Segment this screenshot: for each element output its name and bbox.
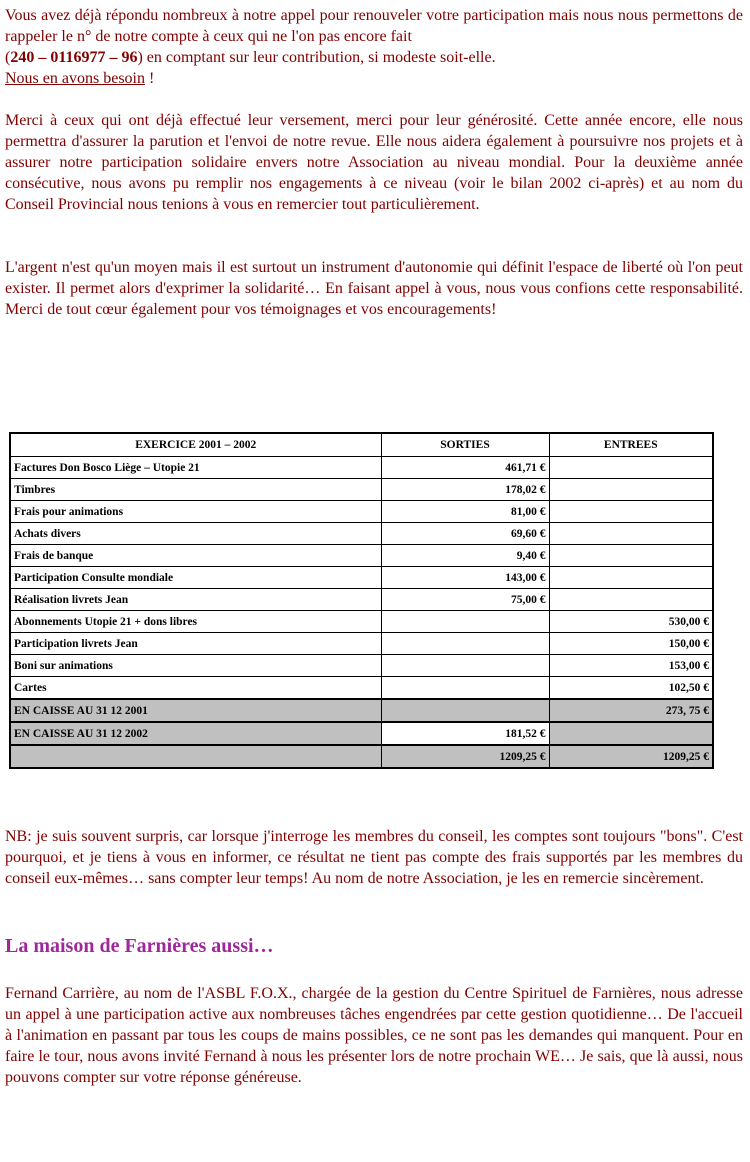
table-row (10, 745, 713, 768)
row-label (10, 745, 381, 768)
row-label: Participation livrets Jean (10, 633, 381, 655)
cell-sorties: 143,00 € (381, 567, 549, 589)
cell-entrees (549, 457, 713, 479)
cell-sorties: 178,02 € (381, 479, 549, 501)
nb-paragraph: NB: je suis souvent surpris, car lorsque j'interroge les membres du conseil, les comptes sont toujours "bons". C'est pourquoi, et je tiens à vous en informer, ce résultat ne tient pas compte des frais supportés par les membres du conseil eux-mêmes… sans compter leur temps! Au nom de notre Association, je les en remercie sincèrement. (5, 828, 743, 887)
cell-sorties (381, 655, 549, 677)
table-row (10, 633, 713, 655)
farnieres-paragraph: Fernand Carrière, au nom de l'ASBL F.O.X., chargée de la gestion du Centre Spirituel de Farnières, nous adresse un appel à une participation active aux nombreuses tâches engendrées par cette gestion quotidienne… De l'accueil à l'animation en passant par tous les coups de mains possibles, ce ne sont pas les demandes qui manquent. Pour en faire le tour, nous avons invité Fernand à nous les présenter lors de notre prochain WE… Je sais, que là aussi, nous pouvons compter sur votre réponse généreuse. (5, 985, 743, 1086)
cell-sorties: 1209,25 € (381, 745, 549, 768)
table-row (10, 699, 713, 722)
table-row (10, 677, 713, 700)
cell-entrees (549, 722, 713, 745)
thanks-paragraph: Merci à ceux qui ont déjà effectué leur versement, merci pour leur générosité. Cette année encore, elle nous permettra d'assurer la parution et l'envoi de notre revue. Elle nous aidera également à poursuivre nos projets et à assurer notre participation solidaire envers notre Association au niveau mondial. Pour la deuxième année consécutive, nous avons pu remplir nos engagements à ce niveau (voir le bilan 2002 ci-après) et au nom du Conseil Provincial nous tenions à vous en remercier tout particulièrement. (5, 112, 743, 213)
table-row (10, 479, 713, 501)
row-label: EN CAISSE AU 31 12 2001 (10, 699, 381, 722)
cell-sorties: 9,40 € (381, 545, 549, 567)
row-label: Participation Consulte mondiale (10, 567, 381, 589)
cell-entrees (549, 545, 713, 567)
header-sorties: SORTIES (381, 433, 549, 457)
cell-entrees: 273, 75 € (549, 699, 713, 722)
cell-entrees: 1209,25 € (549, 745, 713, 768)
table-row (10, 523, 713, 545)
table-row (10, 589, 713, 611)
cell-sorties (381, 699, 549, 722)
cell-entrees (549, 523, 713, 545)
row-label: Réalisation livrets Jean (10, 589, 381, 611)
cell-sorties: 69,60 € (381, 523, 549, 545)
row-label: Frais de banque (10, 545, 381, 567)
need-underlined: Nous en avons besoin (5, 70, 145, 87)
intro-paragraph: Vous avez déjà répondu nombreux à notre appel pour renouveler votre participation mais nous nous permettons de rappeler le n° de notre compte à ceux qui ne l'on pas encore fait (240 – 0116977 – 96) en comptant sur leur contribution, si modeste soit-elle. Nous en avons besoin ! (5, 7, 743, 87)
cell-entrees: 102,50 € (549, 677, 713, 700)
cell-sorties (381, 677, 549, 700)
row-label: Boni sur animations (10, 655, 381, 677)
row-label: Factures Don Bosco Liège – Utopie 21 (10, 457, 381, 479)
cell-sorties (381, 633, 549, 655)
ledger-table (9, 432, 714, 769)
row-label: Achats divers (10, 523, 381, 545)
table-row (10, 611, 713, 633)
cell-entrees: 150,00 € (549, 633, 713, 655)
header-exercice: EXERCICE 2001 – 2002 (10, 433, 381, 457)
account-number: 240 – 0116977 – 96 (10, 49, 138, 66)
table-row (10, 722, 713, 745)
row-label: Abonnements Utopie 21 + dons libres (10, 611, 381, 633)
money-paragraph: L'argent n'est qu'un moyen mais il est surtout un instrument d'autonomie qui définit l'espace de liberté où l'on peut exister. Il permet alors d'exprimer la solidarité… En faisant appel à vous, nous vous confions cette responsabilité. Merci de tout cœur également pour vos témoignages et vos encouragements! (5, 259, 743, 318)
ledger-header-row (10, 433, 713, 457)
cell-entrees (549, 567, 713, 589)
table-row (10, 567, 713, 589)
cell-sorties: 75,00 € (381, 589, 549, 611)
row-label: Cartes (10, 677, 381, 700)
farnieres-heading: La maison de Farnières aussi… (5, 935, 274, 957)
cell-entrees (549, 479, 713, 501)
cell-entrees: 153,00 € (549, 655, 713, 677)
cell-entrees (549, 501, 713, 523)
cell-sorties: 81,00 € (381, 501, 549, 523)
row-label: EN CAISSE AU 31 12 2002 (10, 722, 381, 745)
cell-sorties: 461,71 € (381, 457, 549, 479)
cell-sorties (381, 611, 549, 633)
cell-sorties: 181,52 € (381, 722, 549, 745)
table-row (10, 501, 713, 523)
ledger-table-wrap (9, 432, 712, 769)
row-label: Frais pour animations (10, 501, 381, 523)
table-row (10, 457, 713, 479)
table-row (10, 655, 713, 677)
intro-text: Vous avez déjà répondu nombreux à notre appel pour renouveler votre participation mais nous nous permettons de rappeler le n° de notre compte à ceux qui ne l'on pas encore fait (5, 7, 743, 45)
cell-entrees: 530,00 € (549, 611, 713, 633)
row-label: Timbres (10, 479, 381, 501)
cell-entrees (549, 589, 713, 611)
header-entrees: ENTREES (549, 433, 713, 457)
table-row (10, 545, 713, 567)
